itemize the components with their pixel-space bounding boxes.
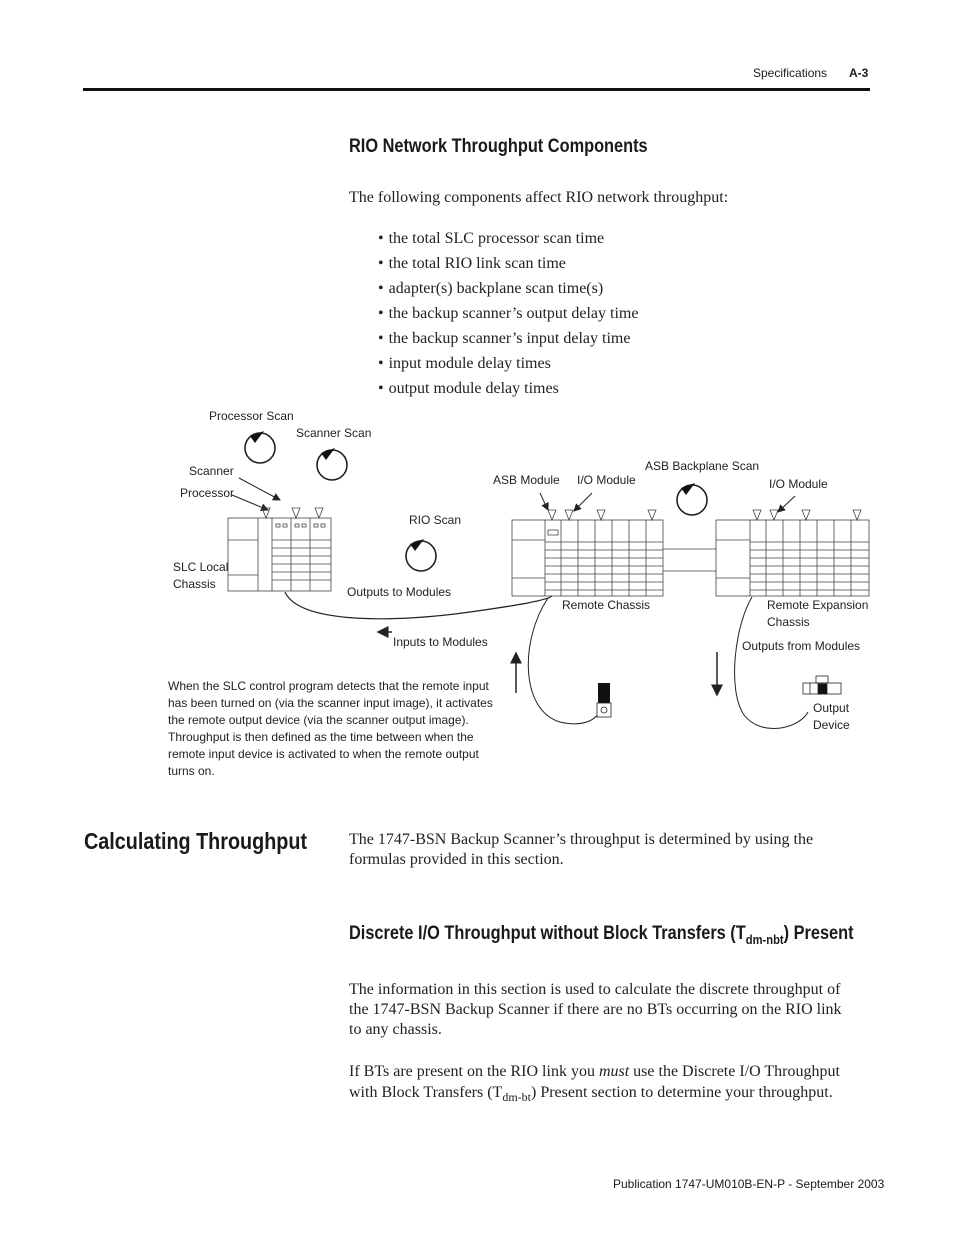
label-scanner: Scanner xyxy=(189,464,234,478)
list-item: • the total RIO link scan time xyxy=(378,251,638,276)
calculating-throughput-body: The 1747-BSN Backup Scanner’s throughput is determined by using the formulas provided in this section. xyxy=(349,831,814,868)
list-item: • the backup scanner’s output delay time xyxy=(378,301,638,326)
list-item: • output module delay times xyxy=(378,376,638,401)
label-outputs-from-modules: Outputs from Modules xyxy=(742,639,861,653)
io-module-pointer-arrow xyxy=(574,493,592,511)
label-processor-scan: Processor Scan xyxy=(209,409,294,423)
rio-section-title: RIO Network Throughput Components xyxy=(349,136,648,157)
label-output-device: Device xyxy=(813,718,850,732)
label-processor: Processor xyxy=(180,486,235,500)
label-inputs-to-modules: Inputs to Modules xyxy=(393,635,488,649)
calculating-throughput-title: Calculating Throughput xyxy=(84,828,308,854)
running-header-section: Specifications xyxy=(753,66,828,80)
label-io-module-2: I/O Module xyxy=(769,477,828,491)
scanner-pointer-arrow xyxy=(239,478,280,500)
remote-chassis xyxy=(512,510,663,596)
label-remote-expansion-chassis: Chassis xyxy=(767,615,810,629)
remote-expansion-chassis xyxy=(716,510,869,596)
rio-scan-circle-icon xyxy=(406,539,436,571)
page-number: A-3 xyxy=(849,66,869,80)
label-asb-module: ASB Module xyxy=(493,473,560,487)
asb-backplane-scan-circle-icon xyxy=(677,483,707,515)
label-rio-scan: RIO Scan xyxy=(409,513,462,527)
label-io-module-1: I/O Module xyxy=(577,473,636,487)
label-outputs-to-modules: Outputs to Modules xyxy=(347,585,452,599)
figure-caption: When the SLC control program detects that the remote input has been turned on (via the scanner input image), it activates the remote output device (via the scanner output image). Throughput is then defined as the time between when the remote input device is activated to when the remote output turns on. xyxy=(168,679,493,778)
discrete-io-para-1: The information in this section is used to calculate the discrete throughput of the 1747-BSN Backup Scanner if there are no BTs occurring on the RIO link to any chassis. xyxy=(349,981,842,1038)
processor-scan-circle-icon xyxy=(245,431,275,463)
rio-intro-text: The following components affect RIO network throughput: xyxy=(349,189,729,206)
asb-module-pointer-arrow xyxy=(540,493,548,510)
publication-footer: Publication 1747-UM010B-EN-P - September 2003 xyxy=(613,1177,885,1191)
input-device-wire xyxy=(528,598,600,724)
list-item: • adapter(s) backplane scan time(s) xyxy=(378,276,638,301)
list-item: • the total SLC processor scan time xyxy=(378,226,638,251)
io-module-2-pointer-arrow xyxy=(778,496,795,512)
label-remote-chassis: Remote Chassis xyxy=(562,598,651,612)
label-slc-local: SLC Local xyxy=(173,560,229,574)
input-device-icon xyxy=(597,683,611,717)
list-item: • the backup scanner’s input delay time xyxy=(378,326,638,351)
label-output: Output xyxy=(813,701,850,715)
label-slc-chassis: Chassis xyxy=(173,577,216,591)
output-device-icon xyxy=(803,676,841,694)
label-scanner-scan: Scanner Scan xyxy=(296,426,372,440)
list-item: • input module delay times xyxy=(378,351,638,376)
scanner-scan-circle-icon xyxy=(317,448,347,480)
discrete-io-para-2: If BTs are present on the RIO link you must use the Discrete I/O Throughput with Block Transfers $(T_{dm-bt})$ Present section to determine your throughput. xyxy=(349,1063,840,1105)
expansion-cable xyxy=(663,549,716,571)
label-asb-backplane-scan: ASB Backplane Scan xyxy=(645,459,760,473)
slc-local-chassis xyxy=(228,508,331,591)
label-remote-expansion: Remote Expansion xyxy=(767,598,869,612)
discrete-io-section-title: Discrete I/O Throughput without Block Transfers $(T_{dm-nbt})$ Present xyxy=(349,923,854,947)
